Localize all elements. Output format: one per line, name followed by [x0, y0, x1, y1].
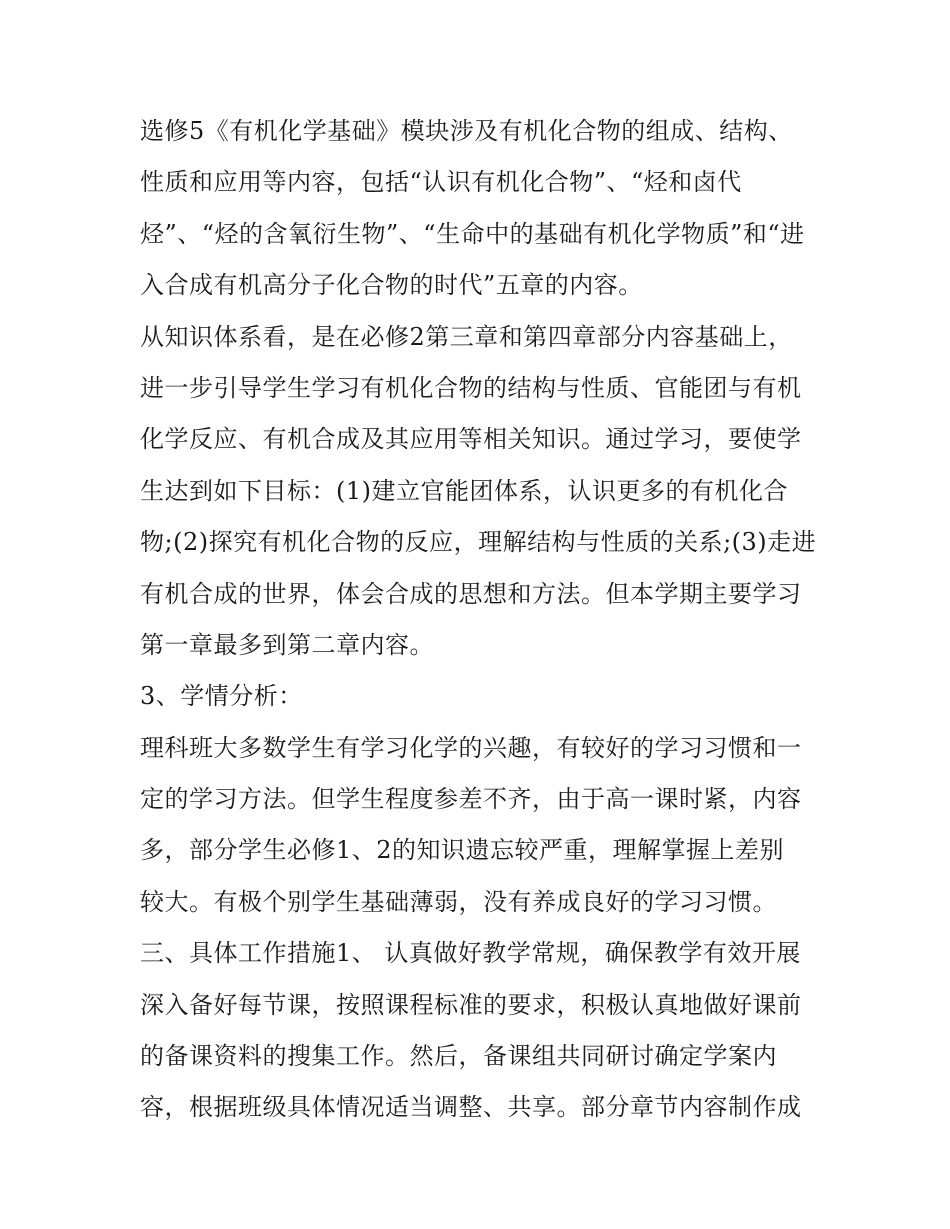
text-line: 从知识体系看，是在必修2第三章和第四章部分内容基础上， [140, 322, 793, 351]
text-line: 化学反应、有机合成及其应用等相关知识。通过学习，要使学 [140, 425, 802, 454]
text-line: 的备课资料的搜集工作。然后，备课组共同研讨确定学案内 [140, 1042, 777, 1071]
text-line: 第一章最多到第二章内容。 [140, 630, 434, 659]
text-line: 性质和应用等内容，包括“认识有机化合物”、“烃和卤代 [140, 168, 742, 197]
text-line: 进一步引导学生学习有机化合物的结构与性质、官能团与有机 [140, 373, 802, 402]
text-line: 定的学习方法。但学生程度参差不齐，由于高一课时紧，内容 [140, 785, 802, 814]
text-line: 有机合成的世界，体会合成的思想和方法。但本学期主要学习 [140, 579, 802, 608]
text-line: 深入备好每节课，按照课程标准的要求，积极认真地做好课前 [140, 990, 802, 1019]
text-line: 多，部分学生必修1、2的知识遗忘较严重，理解掌握上差别 [140, 836, 785, 865]
section-heading: 3、学情分析： [140, 682, 303, 711]
text-line: 入合成有机高分子化合物的时代”五章的内容。 [140, 271, 643, 300]
body-text [140, 106, 820, 1134]
section-heading: 三、具体工作措施1、 认真做好教学常规，确保教学有效开展 [140, 939, 801, 968]
text-line: 生达到如下目标：(1)建立官能团体系，认识更多的有机化合 [140, 476, 788, 505]
text-line: 选修5《有机化学基础》模块涉及有机化合物的组成、结构、 [140, 117, 793, 145]
text-line: 较大。有极个别学生基础薄弱，没有养成良好的学习习惯。 [140, 887, 777, 916]
text-line: 理科班大多数学生有学习化学的兴趣，有较好的学习习惯和一 [140, 733, 802, 762]
text-line: 物;(2)探究有机化合物的反应，理解结构与性质的关系;(3)走进 [140, 528, 817, 557]
text-line: 容，根据班级具体情况适当调整、共享。部分章节内容制作成 [140, 1093, 802, 1122]
text-line: 烃”、“烃的含氧衍生物”、“生命中的基础有机化学物质”和“进 [140, 219, 805, 248]
